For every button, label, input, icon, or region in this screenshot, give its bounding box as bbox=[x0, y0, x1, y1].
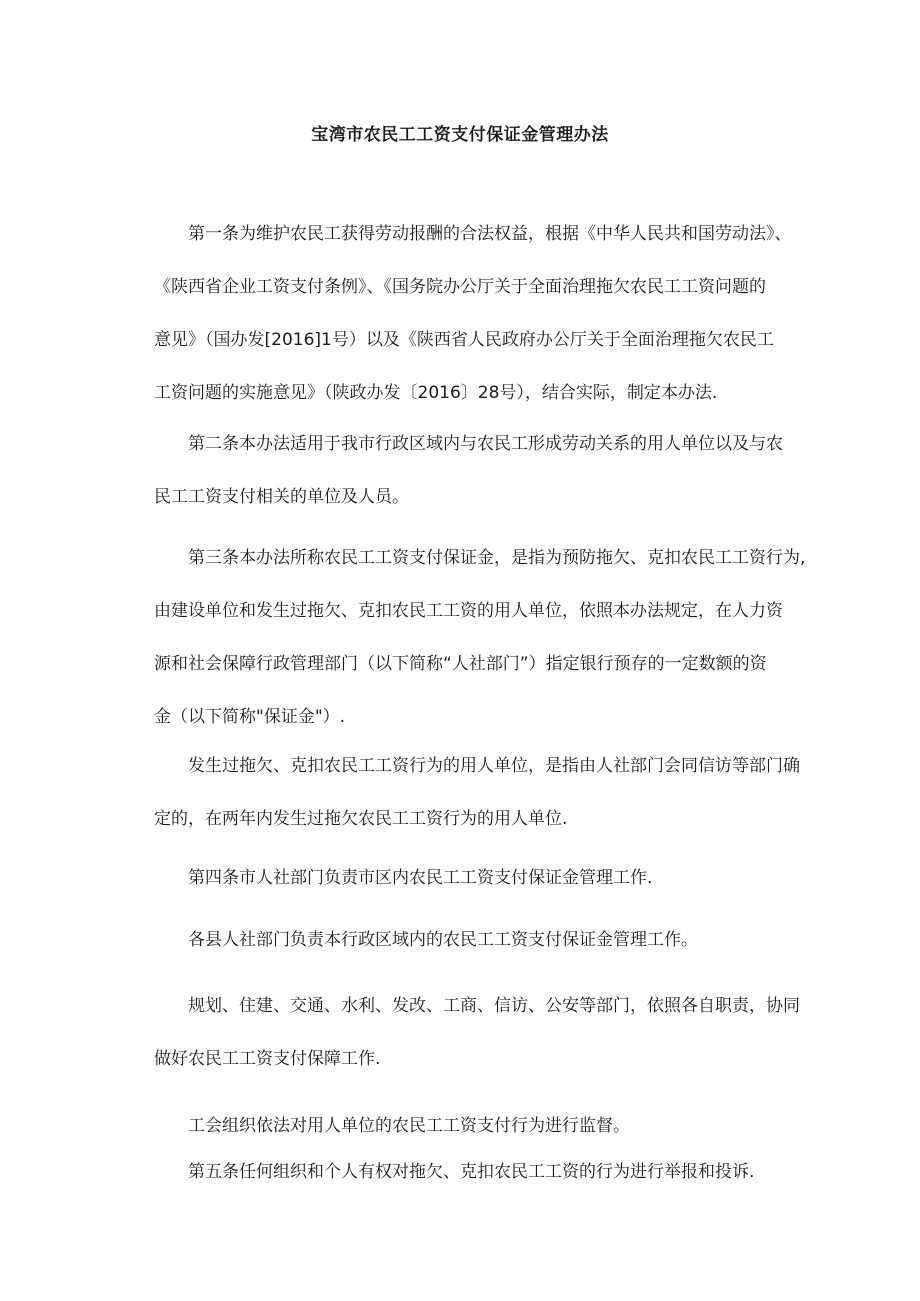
document-title: 宝湾市农民工工资支付保证金管理办法 bbox=[311, 125, 609, 145]
paragraph-line: 源和社会保障行政管理部门（以下简称“人社部门”）指定银行预存的一定数额的资 bbox=[154, 654, 767, 674]
article-1-paragraph bbox=[154, 208, 794, 420]
paragraph-line: 金（以下简称"保证金"）. bbox=[154, 707, 346, 727]
paragraph-line: 工资问题的实施意见》（陕政办发〔2016〕28号），结合实际，制定本办法. bbox=[154, 383, 718, 403]
paragraph-line: 意见》（国办发[2016]1号）以及《陕西省人民政府办公厅关于全面治理拖欠农民工 bbox=[154, 330, 774, 350]
article-3-supplement-paragraph bbox=[154, 740, 800, 846]
paragraph-line: 各县人社部门负责本行政区域内的农民工工资支付保证金管理工作。 bbox=[188, 930, 698, 950]
paragraph-line: 规划、住建、交通、水利、发改、工商、信访、公安等部门，依照各自职责，协同 bbox=[188, 996, 800, 1016]
paragraph-line: 发生过拖欠、克扣农民工工资行为的用人单位，是指由人社部门会同信访等部门确 bbox=[188, 756, 800, 776]
article-4-county-paragraph bbox=[154, 914, 794, 967]
paragraph-line: 第二条本办法适用于我市行政区域内与农民工形成劳动关系的用人单位以及与农 bbox=[188, 434, 783, 454]
article-3-paragraph bbox=[154, 532, 806, 744]
paragraph-line: 第三条本办法所称农民工工资支付保证金，是指为预防拖欠、克扣农民工工资行为, bbox=[188, 548, 806, 568]
paragraph-line: 由建设单位和发生过拖欠、克扣农民工工资的用人单位，依照本办法规定，在人力资 bbox=[154, 601, 783, 621]
paragraph-line: 第一条为维护农民工获得劳动报酬的合法权益，根据《中华人民共和国劳动法》、 bbox=[188, 224, 792, 244]
paragraph-line: 定的，在两年内发生过拖欠农民工工资行为的用人单位. bbox=[154, 809, 568, 829]
paragraph-line: 做好农民工工资支付保障工作. bbox=[154, 1049, 381, 1069]
article-5-paragraph bbox=[154, 1146, 794, 1199]
paragraph-line: 第五条任何组织和个人有权对拖欠、克扣农民工工资的行为进行举报和投诉. bbox=[188, 1162, 755, 1182]
paragraph-line: 《陕西省企业工资支付条例》、《国务院办公厅关于全面治理拖欠农民工工资问题的 bbox=[154, 277, 766, 297]
article-4-departments-paragraph bbox=[154, 980, 800, 1086]
paragraph-line: 工会组织依法对用人单位的农民工工资支付行为进行监督。 bbox=[188, 1116, 630, 1136]
article-4-paragraph bbox=[154, 852, 794, 905]
paragraph-line: 民工工资支付相关的单位及人员。 bbox=[154, 487, 409, 507]
article-2-paragraph bbox=[154, 418, 794, 524]
paragraph-line: 第四条市人社部门负责市区内农民工工资支付保证金管理工作. bbox=[188, 868, 653, 888]
